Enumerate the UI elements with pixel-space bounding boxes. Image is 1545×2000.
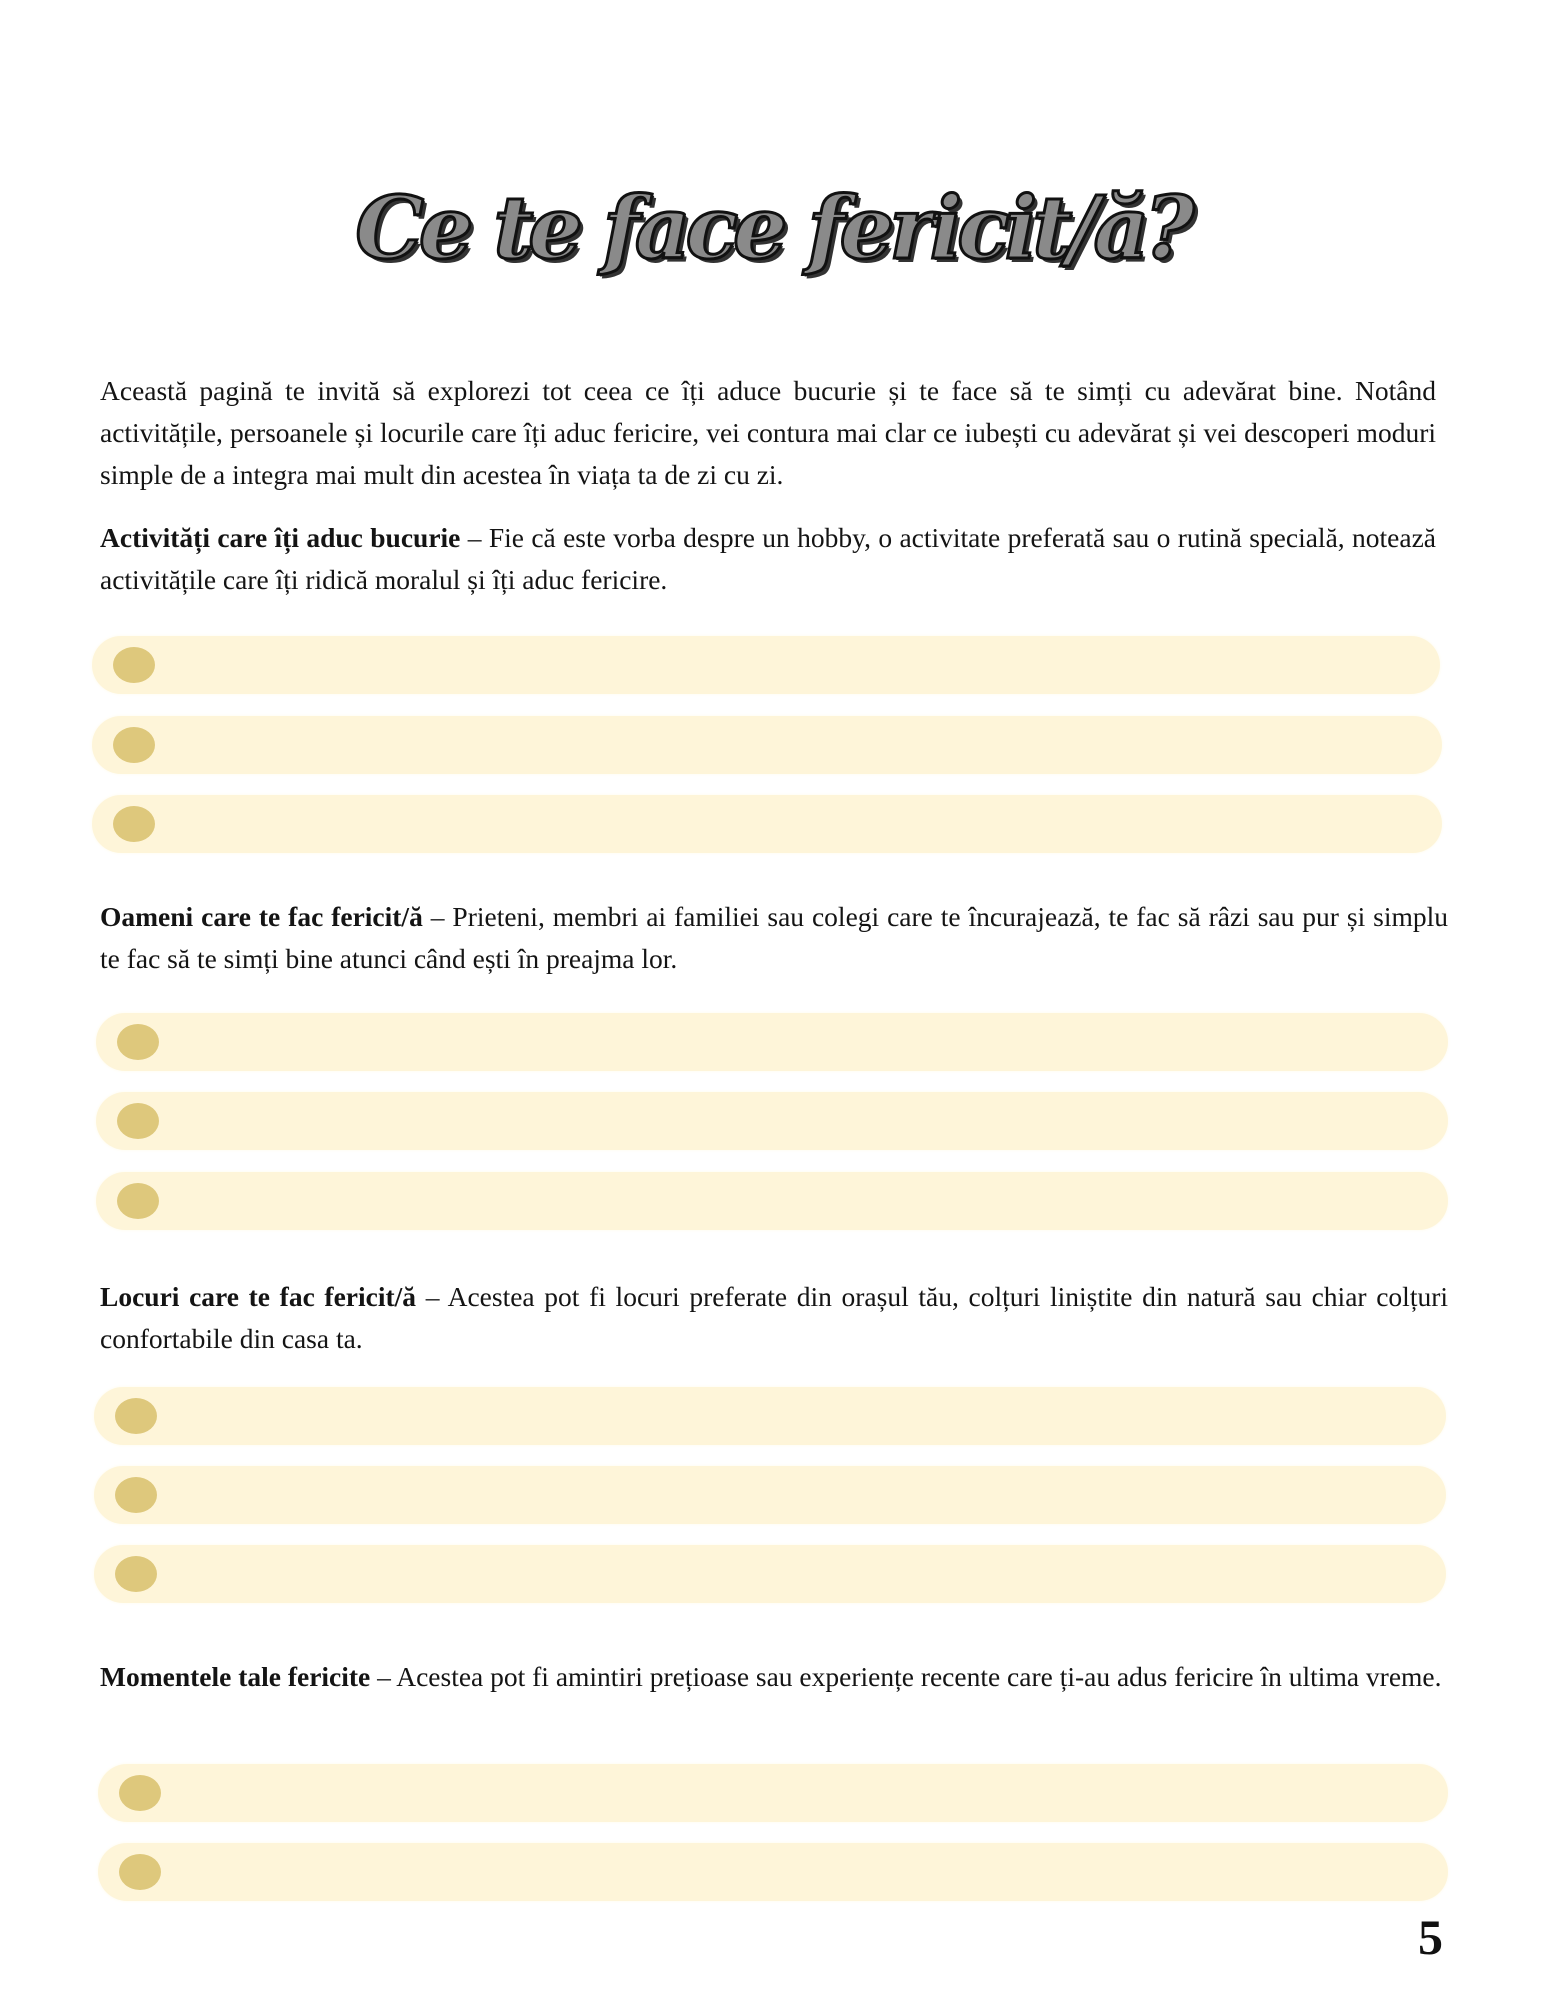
answer-line[interactable] [92,795,1442,853]
section-heading: Momentele tale fericite [100,1661,371,1692]
bullet-icon [117,1103,159,1139]
answer-line[interactable] [92,636,1440,694]
section-people [100,896,1448,980]
section-text: – Acestea pot fi locuri preferate din orașul tău, colțuri liniștite din natură sau chiar colțuri confortabile din casa ta. [100,1281,1449,1354]
page-title: Ce te face fericit/ă? [355,178,1190,279]
section-text: – Prieteni, membri ai familiei sau colegi care te încurajează, te fac să râzi sau pur și simplu te fac să te simți bine atunci când ești în preajma lor. [100,901,1449,974]
answer-line[interactable] [96,1092,1448,1150]
answer-line[interactable] [92,716,1442,774]
bullet-icon [115,1477,157,1513]
section-heading: Oameni care te fac fericit/ă [100,901,423,932]
section-moments [100,1656,1448,1698]
answer-line[interactable] [96,1013,1448,1071]
section-activities [100,517,1436,601]
section-text: – Acestea pot fi amintiri prețioase sau experiențe recente care ți-au adus fericire în ultima vreme. [370,1661,1442,1692]
bullet-icon [117,1183,159,1219]
answer-line[interactable] [98,1843,1448,1901]
answer-line[interactable] [94,1545,1446,1603]
section-heading: Locuri care te fac fericit/ă [100,1281,417,1312]
bullet-icon [119,1775,161,1811]
section-text: – Fie că este vorba despre un hobby, o activitate preferată sau o rutină specială, notează activitățile care îți ridică moralul și îți aduc fericire. [100,522,1436,595]
section-places [100,1276,1448,1360]
intro-paragraph: Această pagină te invită să explorezi tot ceea ce îți aduce bucurie și te face să te simți cu adevărat bine. Notând activitățile, persoanele și locurile care îți aduc fericire, vei contura mai clar ce iubești cu adevărat și vei descoperi moduri simple de a integra mai mult din acestea în viața ta de zi cu zi. [100,375,1436,490]
bullet-icon [113,647,155,683]
answer-line[interactable] [94,1466,1446,1524]
bullet-icon [113,727,155,763]
bullet-icon [115,1556,157,1592]
answer-line[interactable] [96,1172,1448,1230]
bullet-icon [115,1398,157,1434]
bullet-icon [117,1024,159,1060]
page-number: 5 [1418,1909,1443,1965]
bullet-icon [113,806,155,842]
answer-line[interactable] [98,1764,1448,1822]
answer-line[interactable] [94,1387,1446,1445]
bullet-icon [119,1854,161,1890]
section-heading: Activități care îți aduc bucurie [100,522,461,553]
